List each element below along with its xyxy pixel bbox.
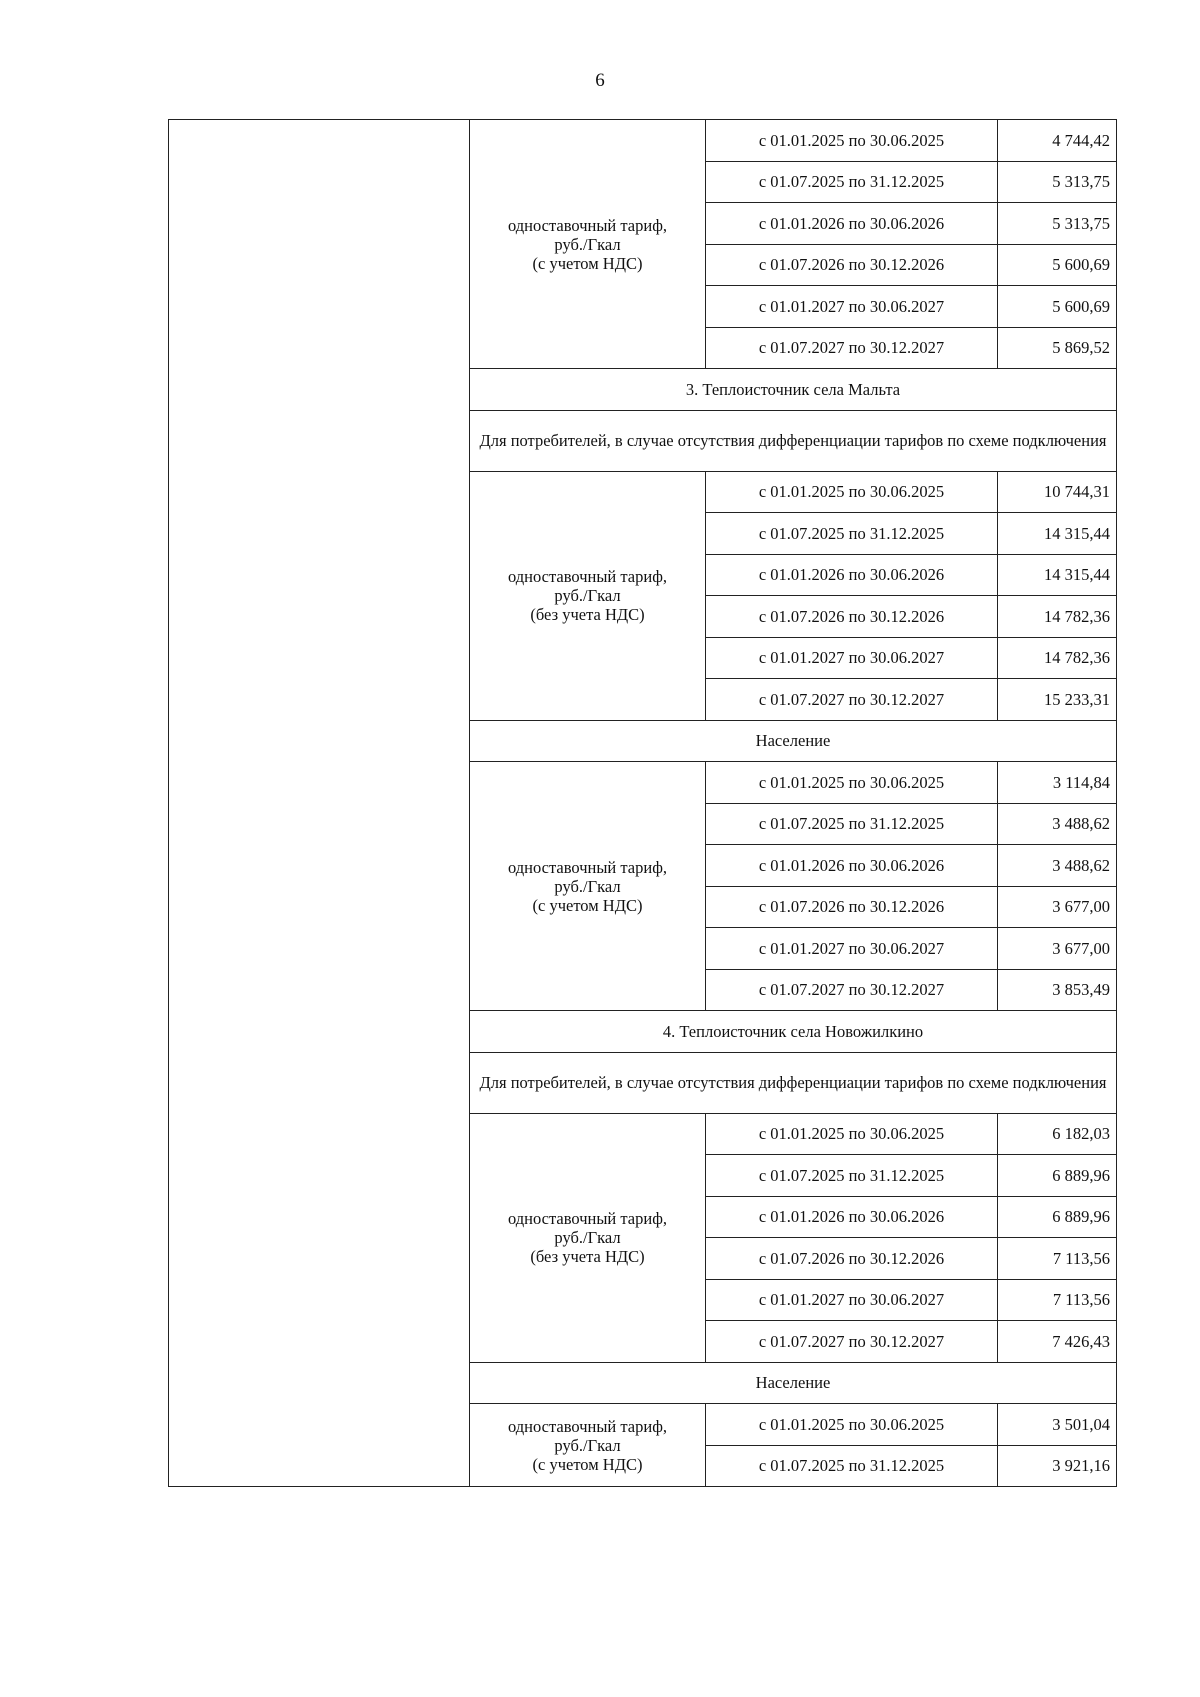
- tariff-type-line: (без учета НДС): [530, 1247, 645, 1266]
- section-heading: Для потребителей, в случае отсутствия дифференциации тарифов по схеме подключения: [470, 1052, 1117, 1113]
- tariff-table-body: [169, 120, 1117, 1487]
- tariff-value-cell: 10 744,31: [998, 471, 1117, 513]
- tariff-value-cell: 7 113,56: [998, 1238, 1117, 1280]
- period-cell: с 01.07.2027 по 30.12.2027: [706, 1321, 998, 1363]
- tariff-type-line: руб./Гкал: [554, 1435, 621, 1455]
- tariff-type-line: руб./Гкал: [554, 234, 621, 254]
- tariff-type-line: одноставочный тариф,: [507, 1416, 668, 1436]
- period-cell: с 01.01.2027 по 30.06.2027: [706, 928, 998, 970]
- tariff-value-cell: 6 889,96: [998, 1155, 1117, 1197]
- period-cell: с 01.01.2025 по 30.06.2025: [706, 1404, 998, 1446]
- period-cell: с 01.01.2027 по 30.06.2027: [706, 286, 998, 328]
- period-cell: с 01.07.2025 по 31.12.2025: [706, 1445, 998, 1487]
- section-heading: Население: [470, 1362, 1117, 1404]
- period-cell: с 01.01.2026 по 30.06.2026: [706, 554, 998, 596]
- period-cell: с 01.01.2025 по 30.06.2025: [706, 471, 998, 513]
- period-cell: с 01.07.2025 по 31.12.2025: [706, 161, 998, 203]
- period-cell: с 01.07.2025 по 31.12.2025: [706, 513, 998, 555]
- tariff-value-cell: 3 677,00: [998, 928, 1117, 970]
- tariff-value-cell: 3 677,00: [998, 886, 1117, 928]
- period-cell: с 01.07.2026 по 30.12.2026: [706, 244, 998, 286]
- tariff-value-cell: 7 113,56: [998, 1279, 1117, 1321]
- tariff-value-cell: 5 869,52: [998, 327, 1117, 369]
- period-cell: с 01.01.2027 по 30.06.2027: [706, 637, 998, 679]
- tariff-type-cell: [470, 1404, 706, 1487]
- tariff-value-cell: 5 600,69: [998, 286, 1117, 328]
- tariff-type-cell: [470, 471, 706, 720]
- period-cell: с 01.07.2027 по 30.12.2027: [706, 327, 998, 369]
- period-cell: с 01.07.2027 по 30.12.2027: [706, 679, 998, 721]
- tariff-value-cell: 3 853,49: [998, 969, 1117, 1011]
- period-cell: с 01.01.2025 по 30.06.2025: [706, 120, 998, 162]
- tariff-type-line: (с учетом НДС): [532, 253, 643, 273]
- tariff-value-cell: 3 921,16: [998, 1445, 1117, 1487]
- period-cell: с 01.01.2025 по 30.06.2025: [706, 762, 998, 804]
- tariff-value-cell: 6 182,03: [998, 1113, 1117, 1155]
- tariff-type-line: (без учета НДС): [530, 605, 645, 624]
- section-heading: Население: [470, 720, 1117, 762]
- period-cell: с 01.07.2026 по 30.12.2026: [706, 1238, 998, 1280]
- empty-left-column: [169, 120, 470, 1487]
- tariff-value-cell: 14 782,36: [998, 596, 1117, 638]
- tariff-type-line: руб./Гкал: [554, 586, 621, 605]
- tariff-value-cell: 7 426,43: [998, 1321, 1117, 1363]
- tariff-value-cell: 3 114,84: [998, 762, 1117, 804]
- tariff-value-cell: 3 488,62: [998, 803, 1117, 845]
- section-heading: 3. Теплоисточник села Мальта: [470, 369, 1117, 411]
- period-cell: с 01.01.2026 по 30.06.2026: [706, 203, 998, 245]
- tariff-value-cell: 5 313,75: [998, 203, 1117, 245]
- period-cell: с 01.01.2026 по 30.06.2026: [706, 845, 998, 887]
- page-number: 6: [595, 70, 605, 91]
- tariff-type-line: (с учетом НДС): [532, 895, 643, 915]
- table-row: [169, 120, 1117, 162]
- period-cell: с 01.07.2025 по 31.12.2025: [706, 1155, 998, 1197]
- tariff-table: [168, 119, 1117, 1487]
- tariff-value-cell: 14 315,44: [998, 554, 1117, 596]
- tariff-value-cell: 14 782,36: [998, 637, 1117, 679]
- tariff-type-line: одноставочный тариф,: [507, 1209, 668, 1228]
- period-cell: с 01.01.2027 по 30.06.2027: [706, 1279, 998, 1321]
- period-cell: с 01.07.2025 по 31.12.2025: [706, 803, 998, 845]
- tariff-type-line: руб./Гкал: [554, 1228, 621, 1247]
- period-cell: с 01.07.2026 по 30.12.2026: [706, 886, 998, 928]
- section-heading: Для потребителей, в случае отсутствия дифференциации тарифов по схеме подключения: [470, 410, 1117, 471]
- tariff-type-line: (с учетом НДС): [532, 1454, 643, 1474]
- tariff-value-cell: 14 315,44: [998, 513, 1117, 555]
- tariff-value-cell: 3 501,04: [998, 1404, 1117, 1446]
- tariff-type-cell: [470, 1113, 706, 1362]
- tariff-value-cell: 3 488,62: [998, 845, 1117, 887]
- tariff-value-cell: 5 600,69: [998, 244, 1117, 286]
- period-cell: с 01.07.2026 по 30.12.2026: [706, 596, 998, 638]
- tariff-type-cell: [470, 762, 706, 1011]
- tariff-value-cell: 6 889,96: [998, 1196, 1117, 1238]
- period-cell: с 01.01.2025 по 30.06.2025: [706, 1113, 998, 1155]
- section-heading: 4. Теплоисточник села Новожилкино: [470, 1011, 1117, 1053]
- period-cell: с 01.01.2026 по 30.06.2026: [706, 1196, 998, 1238]
- tariff-value-cell: 15 233,31: [998, 679, 1117, 721]
- tariff-type-line: руб./Гкал: [554, 876, 621, 896]
- tariff-type-cell: [470, 120, 706, 369]
- tariff-value-cell: 5 313,75: [998, 161, 1117, 203]
- tariff-type-line: одноставочный тариф,: [507, 215, 668, 235]
- period-cell: с 01.07.2027 по 30.12.2027: [706, 969, 998, 1011]
- tariff-type-line: одноставочный тариф,: [507, 567, 668, 586]
- tariff-value-cell: 4 744,42: [998, 120, 1117, 162]
- tariff-type-line: одноставочный тариф,: [507, 857, 668, 877]
